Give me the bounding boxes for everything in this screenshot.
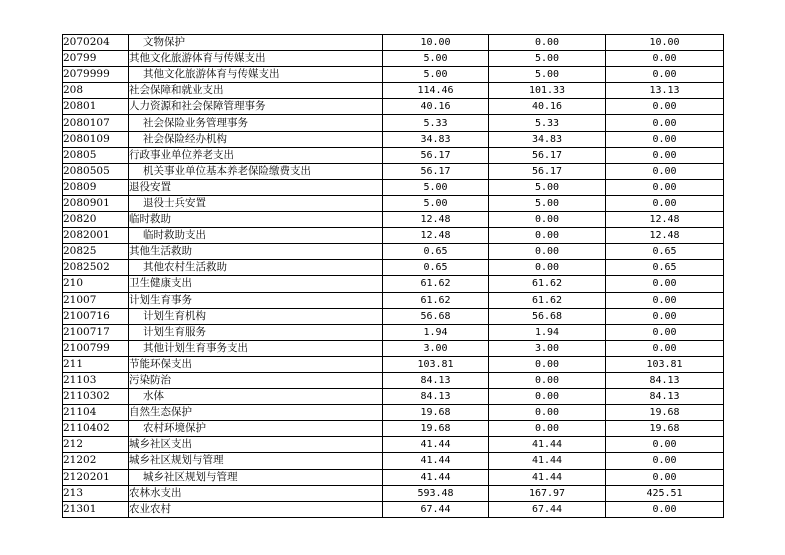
project-expenditure-cell: 0.00 bbox=[606, 51, 724, 67]
subject-name-cell: 水体 bbox=[129, 389, 383, 405]
basic-expenditure-cell: 3.00 bbox=[489, 340, 606, 356]
basic-expenditure-cell: 0.00 bbox=[489, 356, 606, 372]
total-amount-cell: 67.44 bbox=[383, 501, 489, 517]
total-amount-cell: 593.48 bbox=[383, 485, 489, 501]
project-expenditure-cell: 0.00 bbox=[606, 340, 724, 356]
subject-code-cell: 20820 bbox=[63, 212, 129, 228]
subject-name-cell: 文物保护 bbox=[129, 35, 383, 51]
total-amount-cell: 5.00 bbox=[383, 51, 489, 67]
table-row bbox=[63, 324, 724, 340]
basic-expenditure-cell: 0.00 bbox=[489, 212, 606, 228]
subject-name-cell: 自然生态保护 bbox=[129, 405, 383, 421]
project-expenditure-cell: 0.00 bbox=[606, 276, 724, 292]
basic-expenditure-cell: 67.44 bbox=[489, 501, 606, 517]
subject-code-cell: 20801 bbox=[63, 99, 129, 115]
project-expenditure-cell: 0.00 bbox=[606, 501, 724, 517]
subject-code-cell: 2080505 bbox=[63, 163, 129, 179]
project-expenditure-cell: 0.65 bbox=[606, 260, 724, 276]
subject-name-cell: 机关事业单位基本养老保险缴费支出 bbox=[129, 163, 383, 179]
subject-name-cell: 其他计划生育事务支出 bbox=[129, 340, 383, 356]
subject-name-cell: 城乡社区规划与管理 bbox=[129, 453, 383, 469]
total-amount-cell: 5.00 bbox=[383, 179, 489, 195]
project-expenditure-cell: 0.00 bbox=[606, 469, 724, 485]
total-amount-cell: 41.44 bbox=[383, 453, 489, 469]
total-amount-cell: 10.00 bbox=[383, 35, 489, 51]
basic-expenditure-cell: 5.00 bbox=[489, 179, 606, 195]
project-expenditure-cell: 0.00 bbox=[606, 131, 724, 147]
subject-name-cell: 临时救助 bbox=[129, 212, 383, 228]
subject-name-cell: 其他农村生活救助 bbox=[129, 260, 383, 276]
table-row bbox=[63, 485, 724, 501]
subject-code-cell: 20825 bbox=[63, 244, 129, 260]
subject-code-cell: 2110302 bbox=[63, 389, 129, 405]
subject-code-cell: 208 bbox=[63, 83, 129, 99]
table-row bbox=[63, 453, 724, 469]
basic-expenditure-cell: 34.83 bbox=[489, 131, 606, 147]
subject-name-cell: 农村环境保护 bbox=[129, 421, 383, 437]
subject-code-cell: 21202 bbox=[63, 453, 129, 469]
basic-expenditure-cell: 41.44 bbox=[489, 453, 606, 469]
basic-expenditure-cell: 5.00 bbox=[489, 195, 606, 211]
table-row bbox=[63, 67, 724, 83]
subject-code-cell: 213 bbox=[63, 485, 129, 501]
project-expenditure-cell: 103.81 bbox=[606, 356, 724, 372]
subject-code-cell: 212 bbox=[63, 437, 129, 453]
project-expenditure-cell: 13.13 bbox=[606, 83, 724, 99]
basic-expenditure-cell: 0.00 bbox=[489, 228, 606, 244]
subject-name-cell: 农业农村 bbox=[129, 501, 383, 517]
subject-code-cell: 2082502 bbox=[63, 260, 129, 276]
total-amount-cell: 19.68 bbox=[383, 405, 489, 421]
subject-code-cell: 20799 bbox=[63, 51, 129, 67]
basic-expenditure-cell: 0.00 bbox=[489, 421, 606, 437]
basic-expenditure-cell: 0.00 bbox=[489, 244, 606, 260]
project-expenditure-cell: 84.13 bbox=[606, 372, 724, 388]
subject-name-cell: 节能环保支出 bbox=[129, 356, 383, 372]
subject-code-cell: 2120201 bbox=[63, 469, 129, 485]
subject-code-cell: 2079999 bbox=[63, 67, 129, 83]
subject-code-cell: 2080109 bbox=[63, 131, 129, 147]
project-expenditure-cell: 12.48 bbox=[606, 228, 724, 244]
table-row bbox=[63, 340, 724, 356]
subject-code-cell: 20809 bbox=[63, 179, 129, 195]
total-amount-cell: 114.46 bbox=[383, 83, 489, 99]
table-row bbox=[63, 163, 724, 179]
basic-expenditure-cell: 0.00 bbox=[489, 389, 606, 405]
basic-expenditure-cell: 5.33 bbox=[489, 115, 606, 131]
table-row bbox=[63, 405, 724, 421]
subject-name-cell: 退役士兵安置 bbox=[129, 195, 383, 211]
table-row bbox=[63, 147, 724, 163]
total-amount-cell: 0.65 bbox=[383, 260, 489, 276]
total-amount-cell: 5.00 bbox=[383, 195, 489, 211]
basic-expenditure-cell: 61.62 bbox=[489, 292, 606, 308]
total-amount-cell: 84.13 bbox=[383, 389, 489, 405]
table-row bbox=[63, 389, 724, 405]
table-row bbox=[63, 437, 724, 453]
subject-name-cell: 城乡社区规划与管理 bbox=[129, 469, 383, 485]
basic-expenditure-cell: 56.17 bbox=[489, 163, 606, 179]
subject-code-cell: 20805 bbox=[63, 147, 129, 163]
subject-name-cell: 农林水支出 bbox=[129, 485, 383, 501]
basic-expenditure-cell: 167.97 bbox=[489, 485, 606, 501]
project-expenditure-cell: 19.68 bbox=[606, 421, 724, 437]
subject-code-cell: 21301 bbox=[63, 501, 129, 517]
table-row bbox=[63, 35, 724, 51]
table-row bbox=[63, 179, 724, 195]
total-amount-cell: 3.00 bbox=[383, 340, 489, 356]
table-row bbox=[63, 228, 724, 244]
total-amount-cell: 41.44 bbox=[383, 437, 489, 453]
subject-code-cell: 2100716 bbox=[63, 308, 129, 324]
basic-expenditure-cell: 1.94 bbox=[489, 324, 606, 340]
subject-name-cell: 社会保险经办机构 bbox=[129, 131, 383, 147]
subject-name-cell: 城乡社区支出 bbox=[129, 437, 383, 453]
subject-code-cell: 2110402 bbox=[63, 421, 129, 437]
total-amount-cell: 34.83 bbox=[383, 131, 489, 147]
table-row bbox=[63, 99, 724, 115]
subject-code-cell: 2080901 bbox=[63, 195, 129, 211]
subject-name-cell: 社会保障和就业支出 bbox=[129, 83, 383, 99]
project-expenditure-cell: 0.00 bbox=[606, 308, 724, 324]
total-amount-cell: 103.81 bbox=[383, 356, 489, 372]
project-expenditure-cell: 84.13 bbox=[606, 389, 724, 405]
table-row bbox=[63, 195, 724, 211]
table-row bbox=[63, 83, 724, 99]
project-expenditure-cell: 0.00 bbox=[606, 179, 724, 195]
table-row bbox=[63, 292, 724, 308]
subject-name-cell: 卫生健康支出 bbox=[129, 276, 383, 292]
project-expenditure-cell: 0.00 bbox=[606, 147, 724, 163]
subject-name-cell: 计划生育事务 bbox=[129, 292, 383, 308]
project-expenditure-cell: 0.00 bbox=[606, 195, 724, 211]
basic-expenditure-cell: 41.44 bbox=[489, 437, 606, 453]
basic-expenditure-cell: 5.00 bbox=[489, 67, 606, 83]
subject-name-cell: 计划生育机构 bbox=[129, 308, 383, 324]
total-amount-cell: 19.68 bbox=[383, 421, 489, 437]
basic-expenditure-cell: 0.00 bbox=[489, 405, 606, 421]
table-row bbox=[63, 469, 724, 485]
subject-code-cell: 2082001 bbox=[63, 228, 129, 244]
subject-name-cell: 其他文化旅游体育与传媒支出 bbox=[129, 67, 383, 83]
total-amount-cell: 56.17 bbox=[383, 147, 489, 163]
subject-name-cell: 计划生育服务 bbox=[129, 324, 383, 340]
subject-code-cell: 21007 bbox=[63, 292, 129, 308]
basic-expenditure-cell: 0.00 bbox=[489, 260, 606, 276]
subject-code-cell: 21104 bbox=[63, 405, 129, 421]
project-expenditure-cell: 19.68 bbox=[606, 405, 724, 421]
subject-code-cell: 210 bbox=[63, 276, 129, 292]
budget-table bbox=[62, 34, 724, 518]
subject-code-cell: 2100717 bbox=[63, 324, 129, 340]
basic-expenditure-cell: 41.44 bbox=[489, 469, 606, 485]
subject-name-cell: 人力资源和社会保障管理事务 bbox=[129, 99, 383, 115]
total-amount-cell: 0.65 bbox=[383, 244, 489, 260]
project-expenditure-cell: 0.00 bbox=[606, 437, 724, 453]
total-amount-cell: 84.13 bbox=[383, 372, 489, 388]
basic-expenditure-cell: 0.00 bbox=[489, 35, 606, 51]
table-row bbox=[63, 356, 724, 372]
total-amount-cell: 56.68 bbox=[383, 308, 489, 324]
budget-table-body bbox=[63, 35, 724, 518]
basic-expenditure-cell: 101.33 bbox=[489, 83, 606, 99]
subject-name-cell: 行政事业单位养老支出 bbox=[129, 147, 383, 163]
subject-code-cell: 211 bbox=[63, 356, 129, 372]
table-row bbox=[63, 372, 724, 388]
subject-code-cell: 2070204 bbox=[63, 35, 129, 51]
table-row bbox=[63, 131, 724, 147]
total-amount-cell: 61.62 bbox=[383, 292, 489, 308]
basic-expenditure-cell: 5.00 bbox=[489, 51, 606, 67]
total-amount-cell: 41.44 bbox=[383, 469, 489, 485]
subject-code-cell: 2080107 bbox=[63, 115, 129, 131]
total-amount-cell: 12.48 bbox=[383, 212, 489, 228]
table-row bbox=[63, 421, 724, 437]
project-expenditure-cell: 12.48 bbox=[606, 212, 724, 228]
total-amount-cell: 12.48 bbox=[383, 228, 489, 244]
table-row bbox=[63, 308, 724, 324]
project-expenditure-cell: 0.00 bbox=[606, 292, 724, 308]
subject-code-cell: 21103 bbox=[63, 372, 129, 388]
basic-expenditure-cell: 40.16 bbox=[489, 99, 606, 115]
basic-expenditure-cell: 61.62 bbox=[489, 276, 606, 292]
project-expenditure-cell: 0.00 bbox=[606, 163, 724, 179]
subject-code-cell: 2100799 bbox=[63, 340, 129, 356]
table-row bbox=[63, 276, 724, 292]
subject-name-cell: 社会保险业务管理事务 bbox=[129, 115, 383, 131]
basic-expenditure-cell: 0.00 bbox=[489, 372, 606, 388]
basic-expenditure-cell: 56.68 bbox=[489, 308, 606, 324]
total-amount-cell: 61.62 bbox=[383, 276, 489, 292]
table-row bbox=[63, 212, 724, 228]
project-expenditure-cell: 0.00 bbox=[606, 453, 724, 469]
subject-name-cell: 其他文化旅游体育与传媒支出 bbox=[129, 51, 383, 67]
project-expenditure-cell: 0.65 bbox=[606, 244, 724, 260]
project-expenditure-cell: 0.00 bbox=[606, 67, 724, 83]
total-amount-cell: 56.17 bbox=[383, 163, 489, 179]
table-row bbox=[63, 260, 724, 276]
total-amount-cell: 1.94 bbox=[383, 324, 489, 340]
subject-name-cell: 退役安置 bbox=[129, 179, 383, 195]
subject-name-cell: 其他生活救助 bbox=[129, 244, 383, 260]
total-amount-cell: 40.16 bbox=[383, 99, 489, 115]
project-expenditure-cell: 0.00 bbox=[606, 115, 724, 131]
subject-name-cell: 临时救助支出 bbox=[129, 228, 383, 244]
table-row bbox=[63, 115, 724, 131]
project-expenditure-cell: 10.00 bbox=[606, 35, 724, 51]
project-expenditure-cell: 0.00 bbox=[606, 99, 724, 115]
table-row bbox=[63, 51, 724, 67]
project-expenditure-cell: 0.00 bbox=[606, 324, 724, 340]
total-amount-cell: 5.00 bbox=[383, 67, 489, 83]
subject-name-cell: 污染防治 bbox=[129, 372, 383, 388]
basic-expenditure-cell: 56.17 bbox=[489, 147, 606, 163]
table-row bbox=[63, 501, 724, 517]
project-expenditure-cell: 425.51 bbox=[606, 485, 724, 501]
total-amount-cell: 5.33 bbox=[383, 115, 489, 131]
table-row bbox=[63, 244, 724, 260]
